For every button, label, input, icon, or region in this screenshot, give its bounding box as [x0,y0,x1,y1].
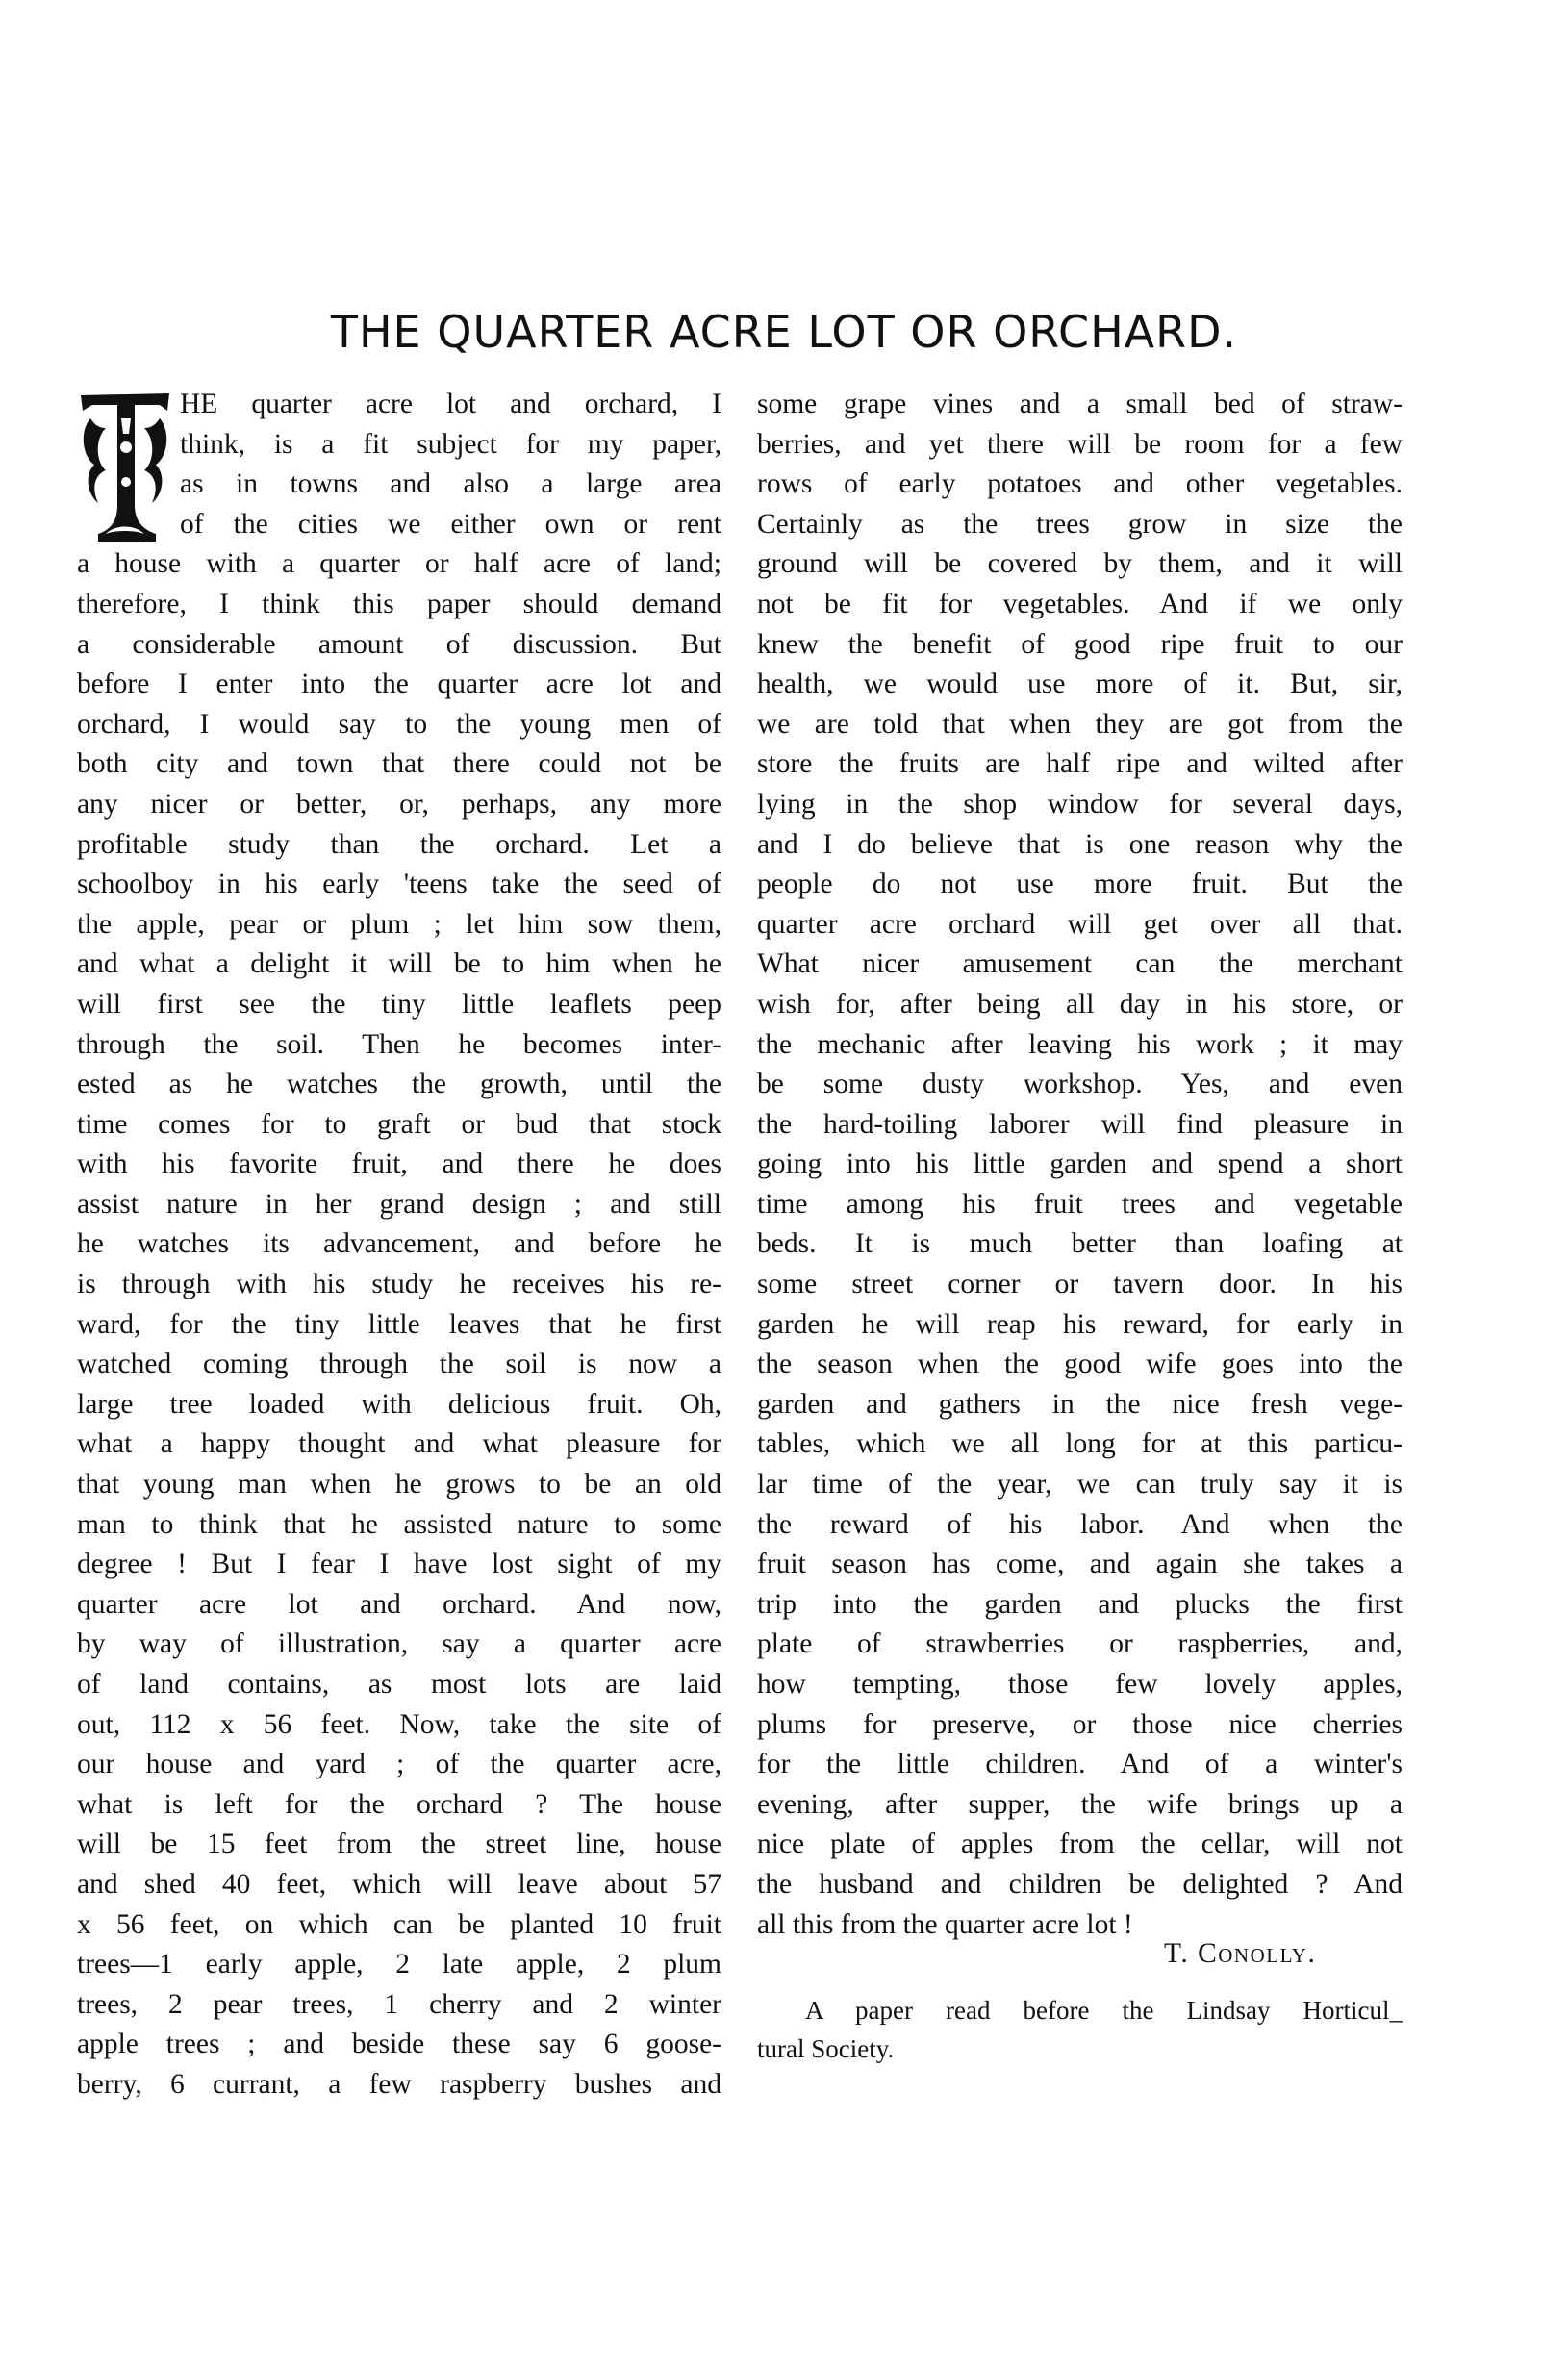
text-line: some street corner or tavern door. In his [757,1269,1403,1300]
text-line: the mechanic after leaving his work ; it may [757,1028,1403,1060]
text-line: be some dusty workshop. Yes, and even [757,1069,1403,1100]
text-line: out, 112 x 56 feet. Now, take the site of [77,1708,721,1740]
text-line: the season when the good wife goes into the [757,1349,1403,1380]
text-line: man to think that he assisted nature to some [77,1508,721,1540]
text-line: What nicer amusement can the merchant [757,948,1403,980]
text-line: A paper read before the Lindsay Horticul_ [805,1996,1403,2025]
text-line: trip into the garden and plucks the first [757,1588,1403,1620]
text-line: a house with a quarter or half acre of land; [77,548,721,580]
text-line: and shed 40 feet, which will leave about 57 [77,1868,721,1900]
text-line: of land contains, as most lots are laid [77,1669,721,1700]
text-line: all this from the quarter acre lot ! [757,1908,1133,1940]
text-line: the husband and children be delighted ? And [757,1868,1403,1900]
text-line: time comes for to graft or bud that stock [77,1108,721,1140]
text-line: our house and yard ; of the quarter acre, [77,1749,721,1780]
text-line: of the cities we either own or rent [180,508,721,540]
text-line: going into his little garden and spend a short [757,1148,1403,1180]
text-line: through the soil. Then he becomes inter- [77,1028,721,1060]
text-line: as in towns and also a large area [180,468,721,500]
text-line: will first see the tiny little leaflets peep [77,988,721,1020]
text-line: people do not use more fruit. But the [757,869,1403,900]
text-line: knew the benefit of good ripe fruit to our [757,628,1403,660]
text-line: tables, which we all long for at this particu- [757,1428,1403,1460]
text-line: lying in the shop window for several days, [757,788,1403,820]
text-line: is through with his study he receives his re- [77,1269,721,1300]
text-line: garden and gathers in the nice fresh vege- [757,1388,1403,1420]
text-line: the apple, pear or plum ; let him sow them, [77,908,721,940]
text-line: by way of illustration, say a quarter acre [77,1628,721,1660]
text-line: quarter acre orchard will get over all that. [757,908,1403,940]
text-line: what is left for the orchard ? The house [77,1788,721,1820]
footnote [757,1991,1403,2068]
text-line: quarter acre lot and orchard. And now, [77,1588,721,1620]
text-line: and what a delight it will be to him when he [77,948,721,980]
text-line: trees, 2 pear trees, 1 cherry and 2 winter [77,1988,721,2020]
text-line: HE quarter acre lot and orchard, I [180,389,721,419]
text-line: he watches its advancement, and before he [77,1228,721,1260]
text-line: Certainly as the trees grow in size the [757,508,1403,540]
text-line: x 56 feet, on which can be planted 10 fruit [77,1908,721,1940]
text-line: fruit season has come, and again she takes a [757,1549,1403,1580]
text-line: what a happy thought and what pleasure for [77,1428,721,1460]
text-line: how tempting, those few lovely apples, [757,1669,1403,1700]
text-line: berries, and yet there will be room for a few [757,428,1403,460]
text-line: plums for preserve, or those nice cherries [757,1708,1403,1740]
text-line: both city and town that there could not be [77,748,721,780]
text-line: assist nature in her grand design ; and still [77,1188,721,1220]
text-line: any nicer or better, or, perhaps, any more [77,788,721,820]
text-line: trees—1 early apple, 2 late apple, 2 plum [77,1949,721,1980]
text-line: we are told that when they are got from the [757,708,1403,740]
text-line: orchard, I would say to the young men of [77,708,721,740]
text-line: before I enter into the quarter acre lot and [77,668,721,700]
text-line: evening, after supper, the wife brings up a [757,1788,1403,1820]
text-line: that young man when he grows to be an old [77,1469,721,1501]
text-line: for the little children. And of a winter's [757,1749,1403,1780]
text-line: ward, for the tiny little leaves that he first [77,1308,721,1340]
text-line: garden he will reap his reward, for early in [757,1308,1403,1340]
text-line: nice plate of apples from the cellar, will not [757,1829,1403,1860]
text-line: degree ! But I fear I have lost sight of my [77,1549,721,1580]
text-line: rows of early potatoes and other vegetables. [757,468,1403,500]
author-signature: T. Conolly. [1164,1938,1317,1969]
text-line: watched coming through the soil is now a [77,1349,721,1380]
text-line: the hard-toiling laborer will find pleasure in [757,1108,1403,1140]
text-line: the reward of his labor. And when the [757,1508,1403,1540]
text-line: therefore, I think this paper should demand [77,588,721,619]
text-line: profitable study than the orchard. Let a [77,828,721,860]
text-line: not be fit for vegetables. And if we only [757,588,1403,619]
left-column [77,385,721,2106]
text-line: ested as he watches the growth, until the [77,1069,721,1100]
text-line: store the fruits are half ripe and wilted after [757,748,1403,780]
text-line: apple trees ; and beside these say 6 goose- [77,2029,721,2060]
article-title: THE QUARTER ACRE LOT OR ORCHARD. [330,306,1238,358]
text-line: and I do believe that is one reason why the [757,828,1403,860]
text-line: some grape vines and a small bed of straw- [757,389,1403,419]
text-line: beds. It is much better than loafing at [757,1228,1403,1260]
text-line: large tree loaded with delicious fruit. Oh, [77,1388,721,1420]
text-line: lar time of the year, we can truly say it is [757,1469,1403,1501]
text-line: schoolboy in his early 'teens take the seed of [77,869,721,900]
text-line: tural Society. [757,2034,895,2063]
text-line: health, we would use more of it. But, sir, [757,668,1403,700]
text-line: think, is a fit subject for my paper, [180,428,721,460]
text-line: ground will be covered by them, and it will [757,548,1403,580]
text-line: with his favorite fruit, and there he does [77,1148,721,1180]
text-line: time among his fruit trees and vegetable [757,1188,1403,1220]
text-line: wish for, after being all day in his store, or [757,988,1403,1020]
text-line: plate of strawberries or raspberries, and, [757,1628,1403,1660]
text-line: will be 15 feet from the street line, house [77,1829,721,1860]
text-line: berry, 6 currant, a few raspberry bushes and [77,2068,721,2100]
right-column [757,385,1403,1945]
text-line: a considerable amount of discussion. But [77,628,721,660]
